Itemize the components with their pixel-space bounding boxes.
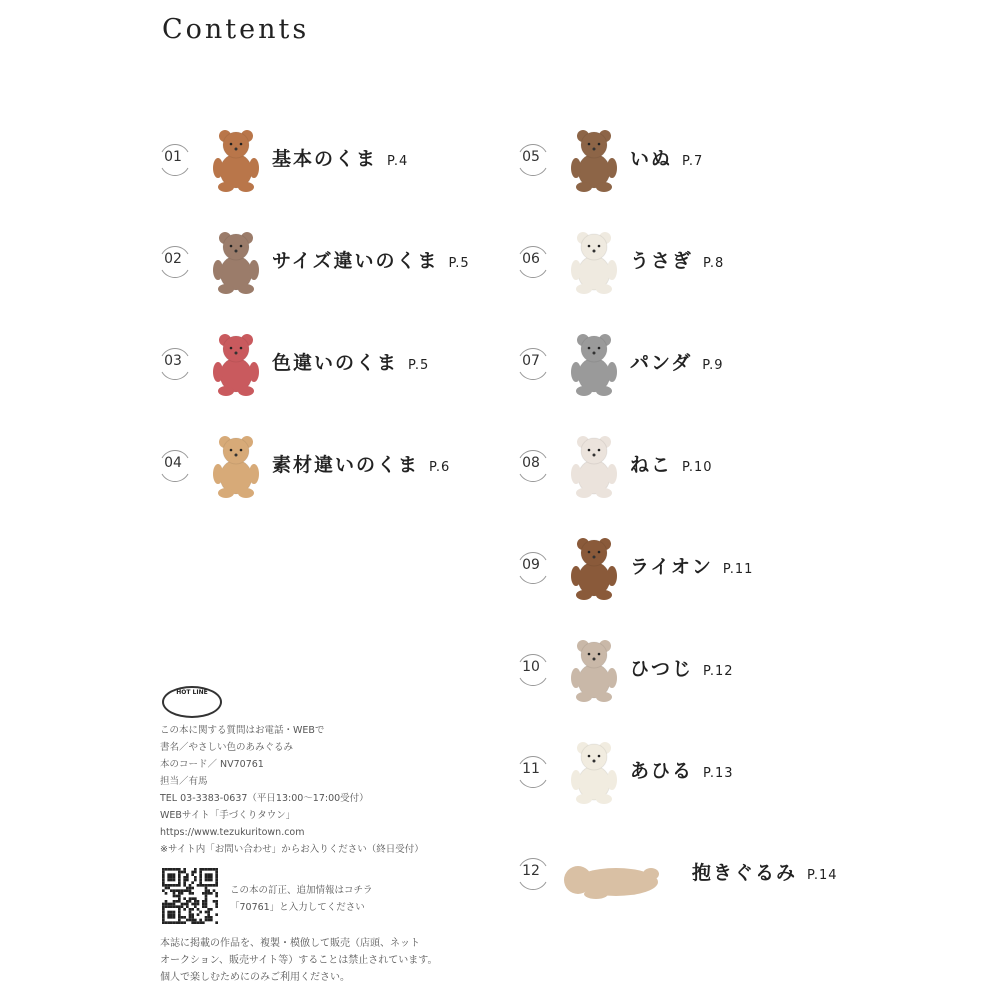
item-title: ライオン: [630, 556, 713, 578]
item-label: [272, 450, 450, 477]
item-label: [630, 552, 753, 579]
amigurumi-photo: [556, 844, 666, 908]
item-label: [272, 246, 470, 273]
qr-note-line: この本の訂正、追加情報はコチラ: [230, 885, 373, 896]
item-number: 05: [522, 149, 540, 165]
page-title: Contents: [162, 14, 310, 45]
item-number-badge: [516, 650, 550, 686]
item-title: サイズ違いのくま: [272, 250, 439, 272]
item-number: 02: [164, 251, 182, 267]
item-number: 11: [522, 761, 540, 777]
item-number: 06: [522, 251, 540, 267]
item-number-badge: [158, 446, 192, 482]
item-page: P.7: [682, 154, 704, 169]
contents-item[interactable]: [516, 730, 856, 810]
item-number-badge: [158, 344, 192, 380]
warning-line: オークション、販売サイト等）することは禁止されています。: [160, 955, 438, 966]
item-title: うさぎ: [630, 250, 694, 272]
item-number-badge: [516, 242, 550, 278]
contents-item[interactable]: [516, 424, 856, 504]
contents-item[interactable]: [158, 118, 498, 198]
amigurumi-photo: [562, 225, 626, 299]
hotline-logo: HOT LINE: [162, 686, 222, 718]
amigurumi-photo: [562, 531, 626, 605]
contents-item[interactable]: [158, 424, 498, 504]
item-number-badge: [158, 242, 192, 278]
item-number-badge: [516, 140, 550, 176]
item-title: パンダ: [630, 352, 693, 374]
qr-note: [230, 882, 373, 916]
contents-item[interactable]: [516, 628, 856, 708]
info-line: 書名／やさしい色のあみぐるみ: [160, 742, 294, 753]
item-title: あひる: [630, 760, 694, 782]
item-title: 基本のくま: [272, 148, 378, 170]
item-page: P.12: [703, 664, 734, 679]
qr-note-line: 「70761」と入力してください: [230, 902, 365, 913]
info-line: 担当／有馬: [160, 776, 208, 787]
item-page: P.5: [448, 256, 470, 271]
qr-code[interactable]: [162, 868, 218, 924]
item-number: 03: [164, 353, 182, 369]
amigurumi-photo: [204, 225, 268, 299]
item-number-badge: [516, 548, 550, 584]
item-page: P.9: [702, 358, 724, 373]
item-page: P.8: [703, 256, 725, 271]
contents-item[interactable]: [516, 322, 856, 402]
item-title: 抱きぐるみ: [692, 862, 798, 884]
item-title: 素材違いのくま: [272, 454, 420, 476]
item-title: いぬ: [630, 148, 673, 170]
item-label: [272, 348, 429, 375]
item-page: P.11: [722, 562, 754, 577]
item-label: [272, 144, 408, 171]
item-page: P.10: [682, 460, 713, 475]
item-label: [630, 144, 703, 171]
contents-item[interactable]: [516, 526, 856, 606]
info-line: 本のコード／ NV70761: [160, 759, 264, 770]
item-number-badge: [516, 854, 550, 890]
item-title: 色違いのくま: [272, 352, 399, 374]
amigurumi-photo: [204, 123, 268, 197]
amigurumi-photo: [562, 327, 626, 401]
contents-item[interactable]: [516, 220, 856, 300]
amigurumi-photo: [562, 429, 626, 503]
item-title: ひつじ: [630, 658, 694, 680]
item-label: [692, 858, 838, 885]
item-page: P.5: [408, 358, 430, 373]
item-label: [630, 450, 713, 477]
item-number: 12: [522, 863, 540, 879]
item-number: 07: [522, 353, 540, 369]
amigurumi-photo: [204, 429, 268, 503]
warning-line: 個人で楽しむためにのみご利用ください。: [160, 972, 350, 983]
info-line: TEL 03-3383-0637（平日13:00～17:00受付）: [160, 793, 369, 804]
amigurumi-photo: [562, 735, 626, 809]
item-number: 04: [164, 455, 182, 471]
amigurumi-photo: [562, 123, 626, 197]
amigurumi-photo: [204, 327, 268, 401]
contents-item[interactable]: [158, 220, 498, 300]
item-label: [630, 756, 734, 783]
amigurumi-photo: [562, 633, 626, 707]
info-line: WEBサイト「手づくりタウン」: [160, 810, 296, 821]
item-label: [630, 348, 723, 375]
warning-line: 本誌に掲載の作品を、複製・模倣して販売（店頭、ネット: [160, 938, 420, 949]
contents-item[interactable]: [516, 118, 856, 198]
item-label: [630, 246, 724, 273]
website-link[interactable]: https://www.tezukuritown.com: [160, 827, 305, 838]
item-number-badge: [516, 752, 550, 788]
item-page: P.13: [703, 766, 734, 781]
copyright-warning: [160, 935, 438, 986]
item-label: [630, 654, 734, 681]
item-number-badge: [158, 140, 192, 176]
item-page: P.14: [807, 868, 838, 883]
item-number: 01: [164, 149, 182, 165]
item-title: ねこ: [630, 454, 673, 476]
item-number: 08: [522, 455, 540, 471]
item-number-badge: [516, 344, 550, 380]
item-number: 10: [522, 659, 540, 675]
item-number-badge: [516, 446, 550, 482]
contents-item[interactable]: [158, 322, 498, 402]
contents-item[interactable]: [516, 832, 856, 912]
inquiry-info: [160, 722, 424, 858]
info-line: この本に関する質問はお電話・WEBで: [160, 725, 325, 736]
item-number: 09: [522, 557, 540, 573]
item-page: P.4: [387, 154, 409, 169]
item-page: P.6: [429, 460, 451, 475]
info-line: ※サイト内「お問い合わせ」からお入りください（終日受付）: [160, 844, 424, 855]
